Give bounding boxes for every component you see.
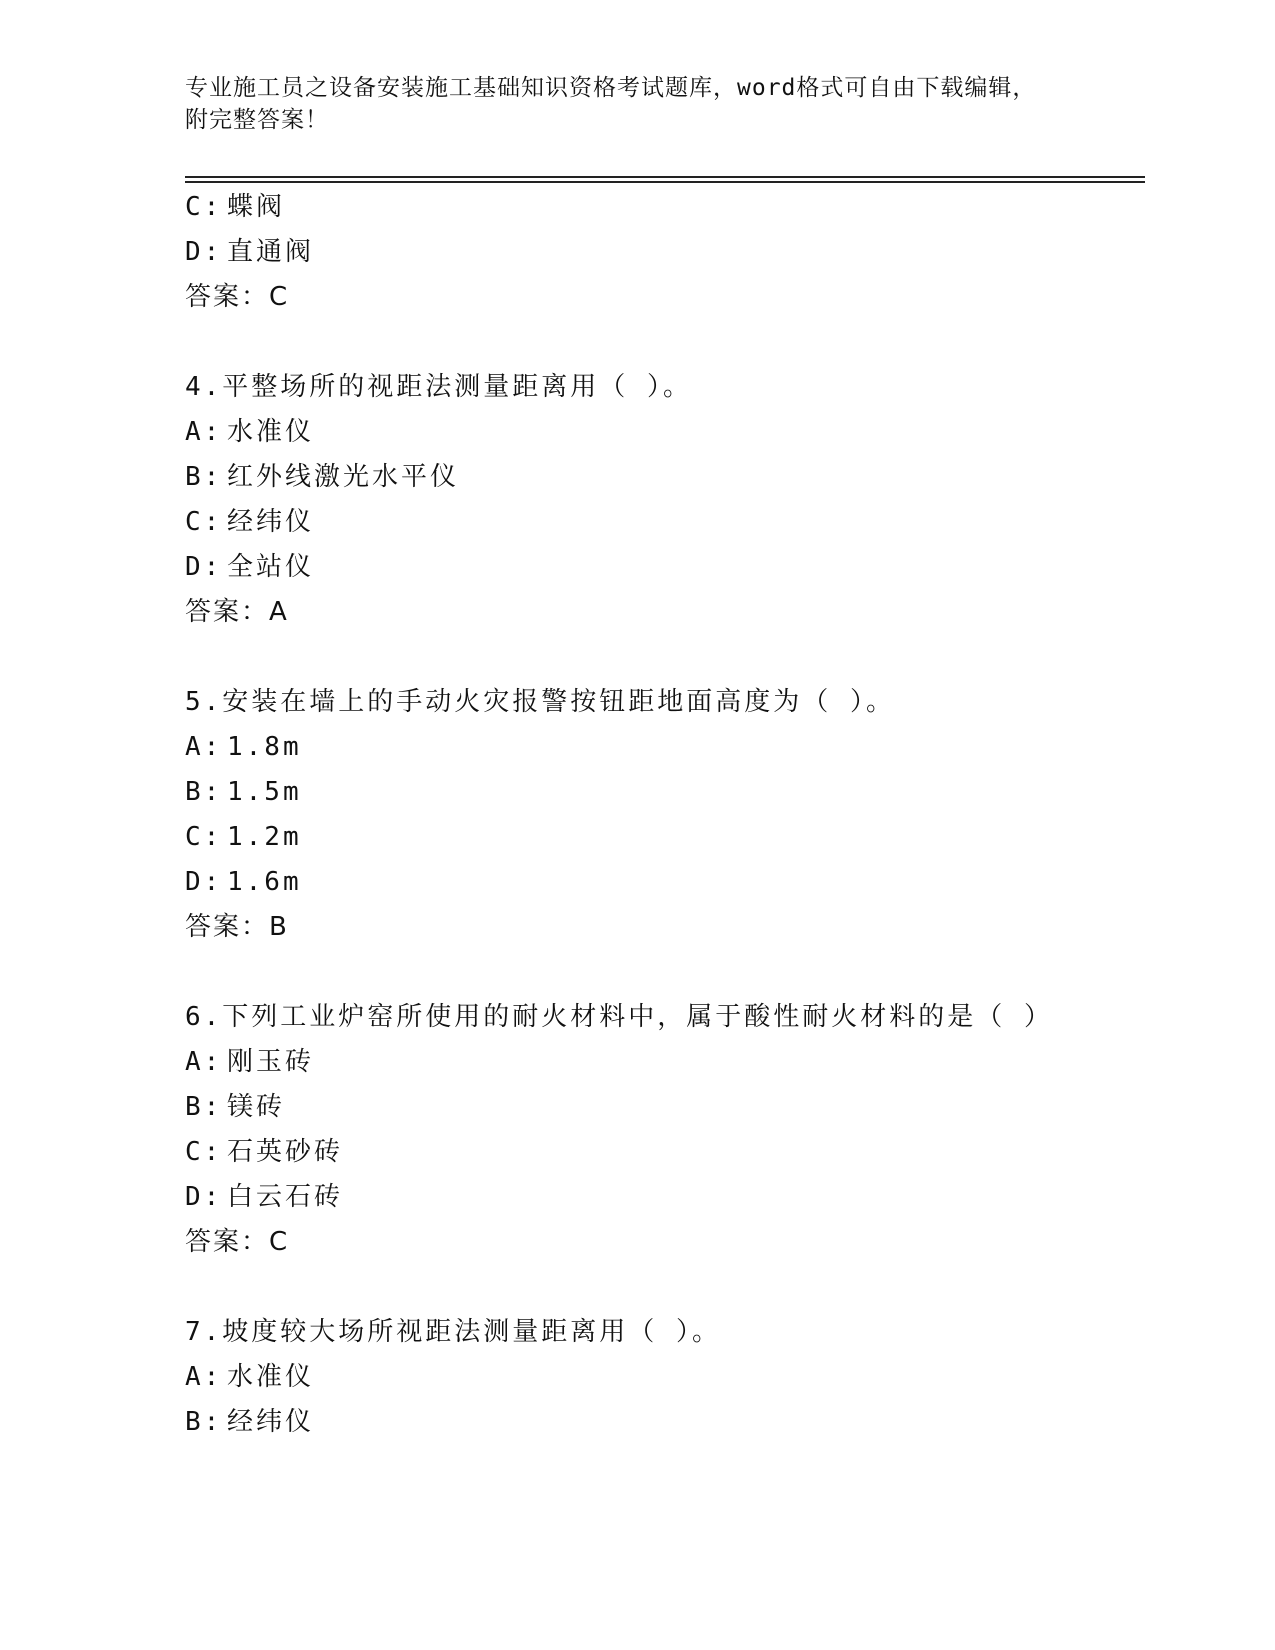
option-text: 石英砂砖 xyxy=(227,1137,344,1167)
option-text: 刚玉砖 xyxy=(227,1047,315,1077)
option-c xyxy=(185,1130,1145,1175)
spacer xyxy=(185,320,1145,365)
option-c xyxy=(185,185,1145,230)
option-text: 镁砖 xyxy=(227,1092,286,1122)
header-divider-top xyxy=(185,176,1145,178)
option-key: B: xyxy=(185,1092,223,1122)
option-text: 1.2m xyxy=(227,822,302,852)
option-b xyxy=(185,455,1145,500)
question-block xyxy=(185,365,1145,635)
option-key: C: xyxy=(185,507,223,537)
answer-line: 答案：C xyxy=(185,1227,290,1257)
spacer xyxy=(185,1265,1145,1310)
option-key: C: xyxy=(185,192,223,222)
question-block xyxy=(185,185,1145,320)
option-key: A: xyxy=(185,1047,223,1077)
option-d xyxy=(185,230,1145,275)
option-a xyxy=(185,1040,1145,1085)
option-key: D: xyxy=(185,237,223,267)
option-key: B: xyxy=(185,462,223,492)
option-c xyxy=(185,500,1145,545)
option-key: A: xyxy=(185,1362,223,1392)
question-block xyxy=(185,680,1145,950)
option-key: A: xyxy=(185,732,223,762)
option-b xyxy=(185,1085,1145,1130)
option-key: B: xyxy=(185,1407,223,1437)
question-block xyxy=(185,1310,1145,1445)
option-text: 1.8m xyxy=(227,732,302,762)
answer-line: 答案：B xyxy=(185,912,289,942)
header-line-1: 专业施工员之设备安装施工基础知识资格考试题库，word格式可自由下载编辑， xyxy=(185,75,1037,101)
option-key: C: xyxy=(185,1137,223,1167)
spacer xyxy=(185,950,1145,995)
option-key: D: xyxy=(185,867,223,897)
option-key: A: xyxy=(185,417,223,447)
option-b xyxy=(185,1400,1145,1445)
option-key: D: xyxy=(185,1182,223,1212)
option-key: B: xyxy=(185,777,223,807)
option-text: 白云石砖 xyxy=(227,1182,344,1212)
header-line-2: 附完整答案！ xyxy=(185,107,329,133)
option-text: 全站仪 xyxy=(227,552,315,582)
answer-line: 答案：C xyxy=(185,282,290,312)
question-text: 7.坡度较大场所视距法测量距离用（ ）。 xyxy=(185,1317,721,1347)
option-text: 直通阀 xyxy=(227,237,315,267)
header-divider-bottom xyxy=(185,181,1145,183)
option-a xyxy=(185,410,1145,455)
option-text: 水准仪 xyxy=(227,417,315,447)
option-a xyxy=(185,725,1145,770)
answer-line: 答案：A xyxy=(185,597,289,627)
question-text: 4.平整场所的视距法测量距离用（ ）。 xyxy=(185,372,692,402)
option-d xyxy=(185,860,1145,905)
option-key: D: xyxy=(185,552,223,582)
option-text: 1.5m xyxy=(227,777,302,807)
option-d xyxy=(185,1175,1145,1220)
question-text: 6.下列工业炉窑所使用的耐火材料中，属于酸性耐火材料的是（ ） xyxy=(185,1002,1053,1032)
option-text: 红外线激光水平仪 xyxy=(227,462,460,492)
question-list xyxy=(185,185,1145,1445)
spacer xyxy=(185,635,1145,680)
question-text: 5.安装在墙上的手动火灾报警按钮距地面高度为（ ）。 xyxy=(185,687,895,717)
option-text: 经纬仪 xyxy=(227,507,315,537)
option-text: 经纬仪 xyxy=(227,1407,315,1437)
option-text: 水准仪 xyxy=(227,1362,315,1392)
option-c xyxy=(185,815,1145,860)
option-text: 蝶阀 xyxy=(227,192,286,222)
option-key: C: xyxy=(185,822,223,852)
option-a xyxy=(185,1355,1145,1400)
question-block xyxy=(185,995,1145,1265)
option-text: 1.6m xyxy=(227,867,302,897)
document-header xyxy=(185,72,1105,136)
option-b xyxy=(185,770,1145,815)
option-d xyxy=(185,545,1145,590)
